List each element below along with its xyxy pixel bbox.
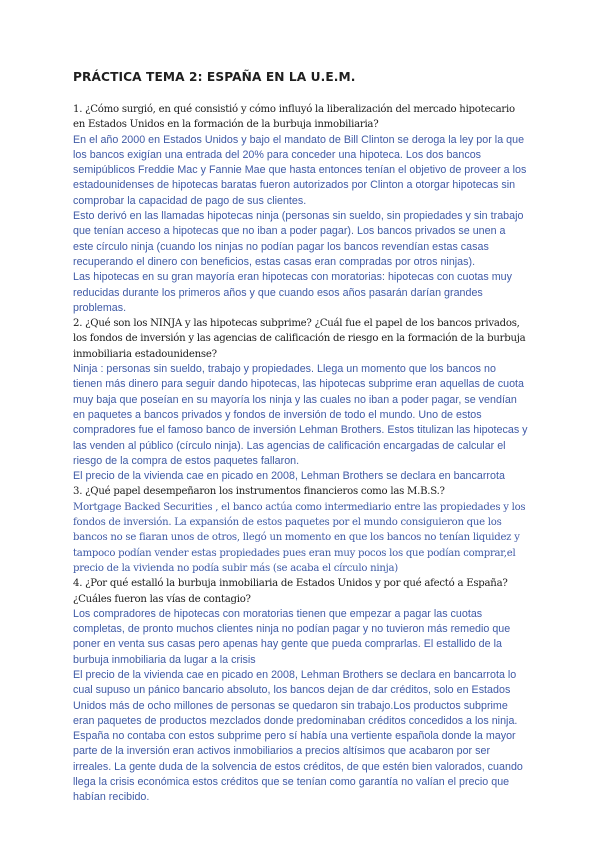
section-4 <box>73 576 528 805</box>
answer-2-paragraph-2: El precio de la vivienda cae en picado en 2008, Lehman Brothers se declara en bancarrota <box>73 470 505 483</box>
answer-3-paragraph-1: Mortgage Backed Securities , el banco actúa como intermediario entre las propiedades y los fondos de inversión. La expansión de estos paquetes por el mundo consiguieron que los bancos no se fiaran unos de otros, llegó un momento en que los bancos no tenían liquidez y tampoco podían vender estas propiedades pues eran muy pocos los que podían comprar,el precio de la vivienda no podía subir más (se acaba el círculo ninja) <box>73 501 526 574</box>
answer-4-paragraph-2: El precio de la vivienda cae en picado en 2008, Lehman Brothers se declara en bancarrota lo cual supuso un pánico bancario absoluto, los bancos dejan de dar créditos, solo en Estados Unidos más de ocho millones de personas se quedaron sin trabajo.Los productos subprime eran paquetes de productos mezclados donde predominaban créditos concedidos a los ninja. España no contaba con estos subprime pero sí había una vertiente española donde la mayor parte de la inversión eran activos inmobiliarios a precios altísimos que acabaron por ser irreales. La gente duda de la solvencia de estos créditos, de que estén bien valorados, cuando llega la crisis económica estos créditos que se tenían como garantía no valían el precio que habían recibido. <box>73 668 523 804</box>
document-page <box>73 70 528 806</box>
answer-2-paragraph-1: Ninja : personas sin sueldo, trabajo y propiedades. Llega un momento que los bancos no tienen más dinero para seguir dando hipotecas, las hipotecas subprime eran aquellas de cuota muy baja que poseían en su mayoría los ninja y las cuales no iban a poder pagar, se vendían en paquetes a bancos privados y fondos de inversión de todo el mundo. Uno de estos compradores fue el famoso banco de inversión Lehman Brothers. Estos titulizan las hipotecas y las venden al público (círculo ninja). Las agencias de calificación encargadas de calcular el riesgo de la compra de estos paquetes fallaron. <box>73 363 528 467</box>
section-3 <box>73 484 528 576</box>
answer-4-paragraph-1: Los compradores de hipotecas con moratorias tienen que empezar a pagar las cuotas completas, de pronto muchos clientes ninja no podían pagar y no tuvieron más remedio que poner en venta sus casas pero apenas hay gente que pueda comprarlas. El estallido de la burbuja inmobiliaria da lugar a la crisis <box>73 607 511 666</box>
question-2: 2. ¿Qué son los NINJA y las hipotecas subprime? ¿Cuál fue el papel de los bancos privados, los fondos de inversión y las agencias de calificación de riesgo en la formación de la burbuja inmobiliaria estadounidense? <box>73 318 526 360</box>
page-title: PRÁCTICA TEMA 2: ESPAÑA EN LA U.E.M. <box>73 70 356 84</box>
section-2 <box>73 316 528 484</box>
section-1 <box>73 102 528 316</box>
question-4: 4. ¿Por qué estalló la burbuja inmobiliaria de Estados Unidos y por qué afectó a España? ¿Cuáles fueron las vías de contagio? <box>73 578 508 605</box>
question-3: 3. ¿Qué papel desempeñaron los instrumentos financieros como las M.B.S.? <box>73 486 445 498</box>
answer-1-paragraph-3: Las hipotecas en su gran mayoría eran hipotecas con moratorias: hipotecas con cuotas muy reducidas durante los primeros años y que cuando esos años pasarán darían grandes problemas. <box>73 271 513 314</box>
answer-1-paragraph-2: Esto derivó en las llamadas hipotecas ninja (personas sin sueldo, sin propiedades y sin trabajo que tenían acceso a hipotecas que no iban a poder pagar). Los bancos privados se unen a este círculo ninja (cuando los ninjas no podían pagar los bancos revendían estas casas recuperando el dinero con beneficios, estas casas eran compradas por otros ninjas). <box>73 210 524 268</box>
question-1: 1. ¿Cómo surgió, en qué consistió y cómo influyó la liberalización del mercado hipotecario en Estados Unidos en la formación de la burbuja inmobiliaria? <box>73 104 515 131</box>
answer-1-paragraph-1: En el año 2000 en Estados Unidos y bajo el mandato de Bill Clinton se deroga la ley por la que los bancos exigían una entrada del 20% para conceder una hipoteca. Los dos bancos semipúblicos Freddie Mac y Fannie Mae que hasta entonces tenían el objetivo de proveer a los estadounidenses de hipotecas baratas fueron autorizados por Clinton a otorgar hipotecas sin comprobar la capacidad de pago de sus clientes. <box>73 133 527 207</box>
